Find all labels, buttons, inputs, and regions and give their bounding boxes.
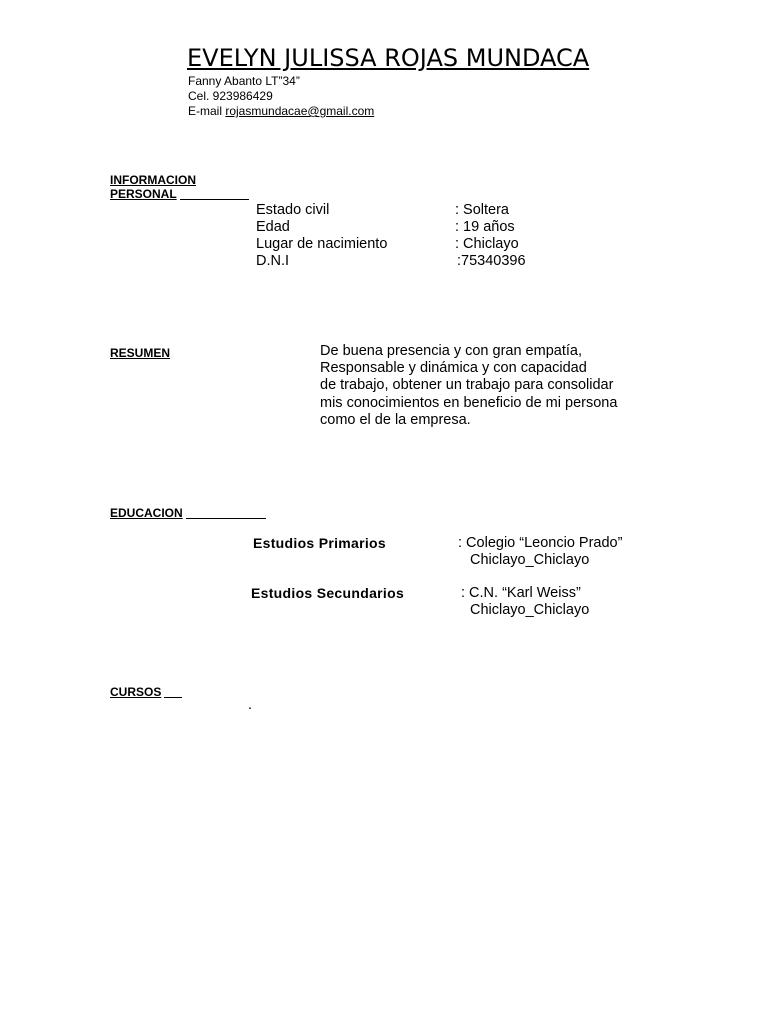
summary-line: de trabajo, obtener un trabajo para consolidar: [320, 377, 614, 394]
personal-value-lugar: : Chiclayo: [455, 236, 519, 252]
address-text: Fanny Abanto LT”34”: [188, 74, 300, 88]
personal-value-dni: :75340396: [457, 253, 526, 269]
education-location-secondary: Chiclayo_Chiclayo: [470, 602, 590, 618]
summary-line: Responsable y dinámica y con capacidad: [320, 360, 587, 377]
personal-label-dni: D.N.I: [256, 253, 290, 269]
personal-label-estado: Estado civil: [256, 202, 330, 218]
phone-text: Cel. 923986429: [188, 89, 273, 103]
section-underline: [180, 199, 249, 200]
section-heading-personal-line1: INFORMACION: [110, 173, 196, 187]
cursos-content: .: [248, 697, 253, 713]
candidate-name: EVELYN JULISSA ROJAS MUNDACA: [187, 44, 590, 72]
personal-label-edad: Edad: [256, 219, 290, 235]
personal-label-lugar: Lugar de nacimiento: [256, 236, 388, 252]
section-heading-personal-line2: PERSONAL: [110, 187, 177, 201]
education-location-primary: Chiclayo_Chiclayo: [470, 552, 590, 568]
education-value-secondary: : C.N. “Karl Weiss”: [461, 585, 581, 601]
summary-line: De buena presencia y con gran empatía,: [320, 343, 582, 359]
summary-line: como el de la empresa.: [320, 411, 471, 428]
personal-value-estado: : Soltera: [455, 202, 509, 218]
email-label: E-mail: [188, 104, 226, 118]
personal-value-edad: : 19 años: [455, 219, 515, 235]
summary-text: [320, 343, 617, 429]
email-line: [188, 104, 374, 119]
section-heading-cursos: CURSOS: [110, 685, 162, 699]
summary-line: mis conocimientos en beneficio de mi persona: [320, 394, 618, 411]
section-heading-personal: [110, 173, 196, 201]
section-heading-resumen: RESUMEN: [110, 346, 171, 360]
section-underline: [186, 518, 266, 519]
email-link[interactable]: rojasmundacae@gmail.com: [225, 104, 375, 118]
education-label-secondary: Estudios Secundarios: [251, 585, 405, 601]
section-underline: [164, 697, 182, 698]
section-heading-educacion: EDUCACION: [110, 506, 183, 520]
education-label-primary: Estudios Primarios: [253, 535, 386, 551]
education-value-primary: : Colegio “Leoncio Prado”: [458, 535, 623, 551]
